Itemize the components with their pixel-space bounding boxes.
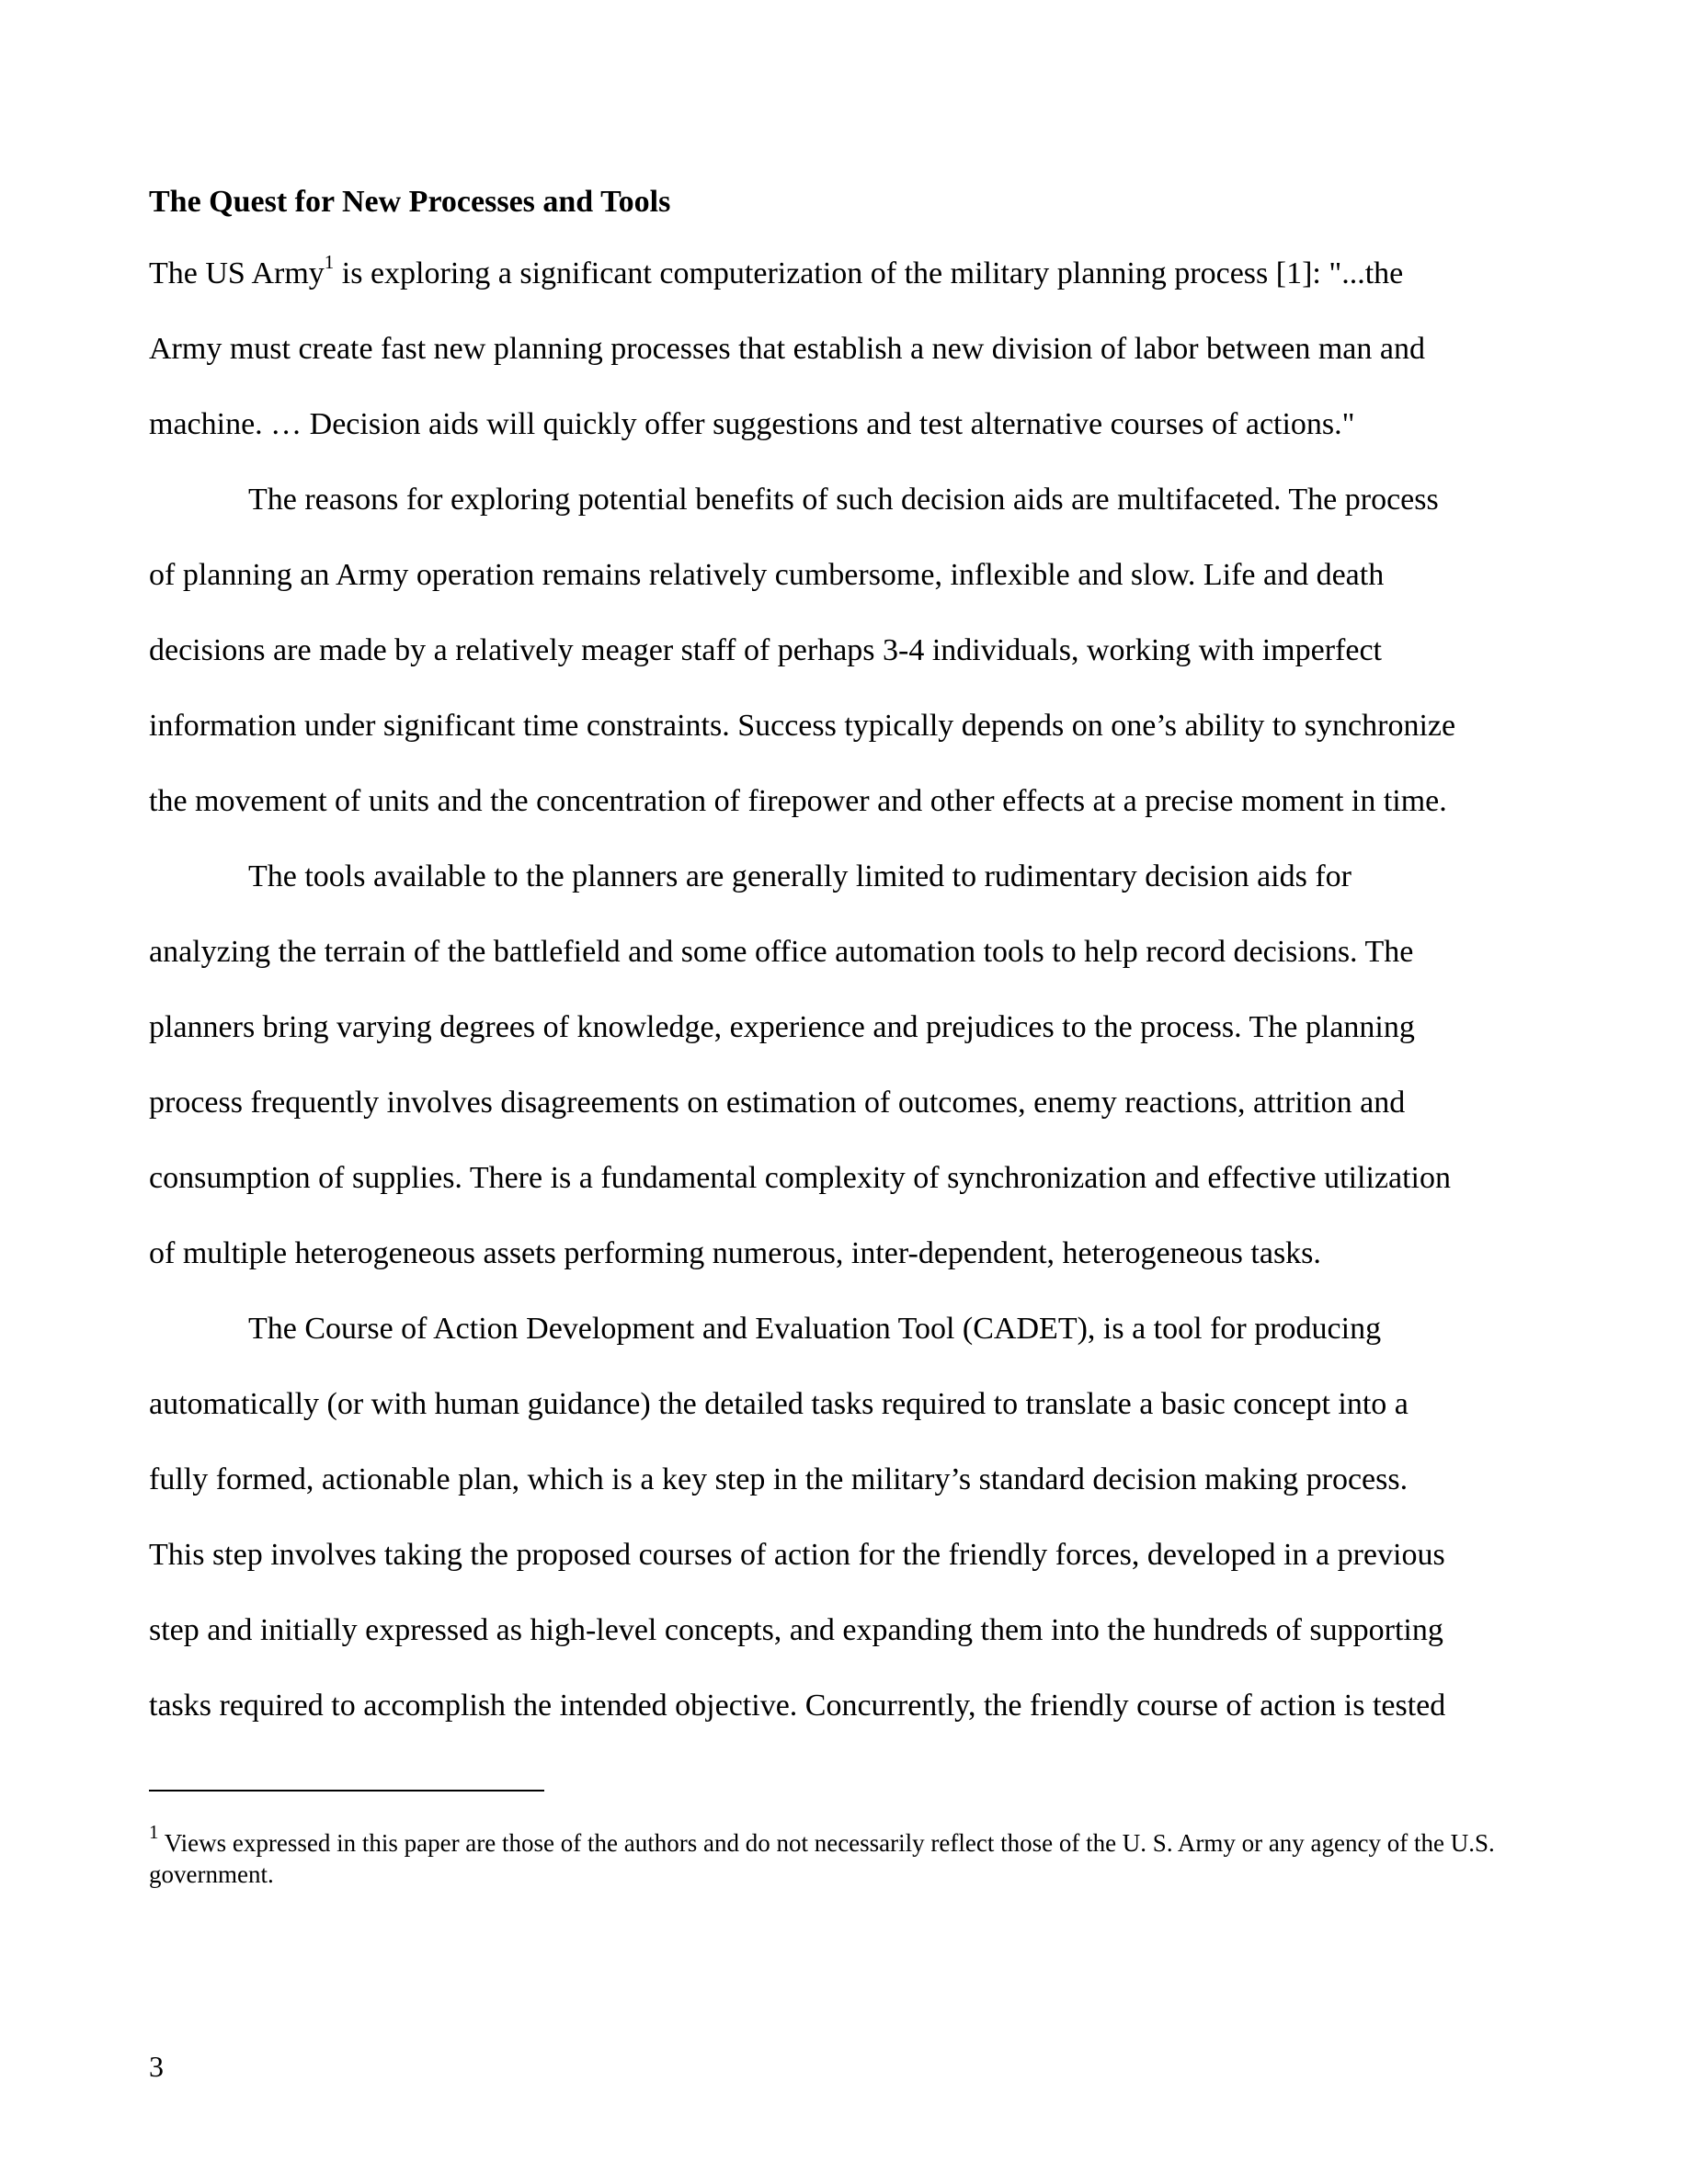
paragraph-first-line: The tools available to the planners are generally limited to rudimentary decision aids for — [248, 859, 1352, 893]
footnote-reference: 1 — [324, 250, 335, 273]
body-line: decisions are made by a relatively meager staff of perhaps 3-4 individuals, working with imperfect — [149, 633, 1382, 667]
body-text: is exploring a significant computerization of the military planning process [1]: "...the — [334, 256, 1404, 290]
footnote-separator — [149, 1790, 544, 1792]
body-line: of multiple heterogeneous assets performing numerous, inter-dependent, heterogeneous tasks. — [149, 1236, 1321, 1270]
body-line: planners bring varying degrees of knowledge, experience and prejudices to the process. The planning — [149, 1010, 1415, 1044]
body-line: This step involves taking the proposed courses of action for the friendly forces, developed in a previous — [149, 1538, 1445, 1572]
footnote — [149, 1821, 1528, 1890]
footnote-text: Views expressed in this paper are those of the authors and do not necessarily reflect those of the U. S. Army or any agency of the U.S. government. — [149, 1829, 1495, 1888]
body-line: tasks required to accomplish the intended objective. Concurrently, the friendly course of action is tested — [149, 1689, 1446, 1723]
paragraph-first-line: The reasons for exploring potential benefits of such decision aids are multifaceted. The process — [248, 483, 1439, 517]
body-line: fully formed, actionable plan, which is a key step in the military’s standard decision making process. — [149, 1462, 1409, 1496]
body-line: machine. … Decision aids will quickly offer suggestions and test alternative courses of actions." — [149, 407, 1355, 441]
body-line: automatically (or with human guidance) the detailed tasks required to translate a basic concept into a — [149, 1387, 1409, 1421]
body-line: step and initially expressed as high-level concepts, and expanding them into the hundreds of supporting — [149, 1613, 1443, 1647]
body-line: process frequently involves disagreements on estimation of outcomes, enemy reactions, attrition and — [149, 1086, 1406, 1120]
footnote-marker: 1 — [149, 1821, 159, 1843]
body-line: the movement of units and the concentration of firepower and other effects at a precise moment in time. — [149, 784, 1447, 818]
body-line: of planning an Army operation remains relatively cumbersome, inflexible and slow. Life and death — [149, 558, 1385, 592]
body-line — [149, 252, 1403, 296]
section-heading: The Quest for New Processes and Tools — [149, 185, 671, 219]
page-number: 3 — [149, 2050, 164, 2083]
body-text: The US Army — [149, 256, 325, 290]
body-line: Army must create fast new planning processes that establish a new division of labor between man and — [149, 332, 1425, 366]
body-line: analyzing the terrain of the battlefield and some office automation tools to help record decisions. The — [149, 935, 1414, 969]
paragraph-first-line: The Course of Action Development and Evaluation Tool (CADET), is a tool for producing — [248, 1312, 1382, 1346]
body-line: consumption of supplies. There is a fundamental complexity of synchronization and effective utilization — [149, 1161, 1451, 1195]
body-line: information under significant time constraints. Success typically depends on one’s ability to synchronize — [149, 709, 1456, 743]
